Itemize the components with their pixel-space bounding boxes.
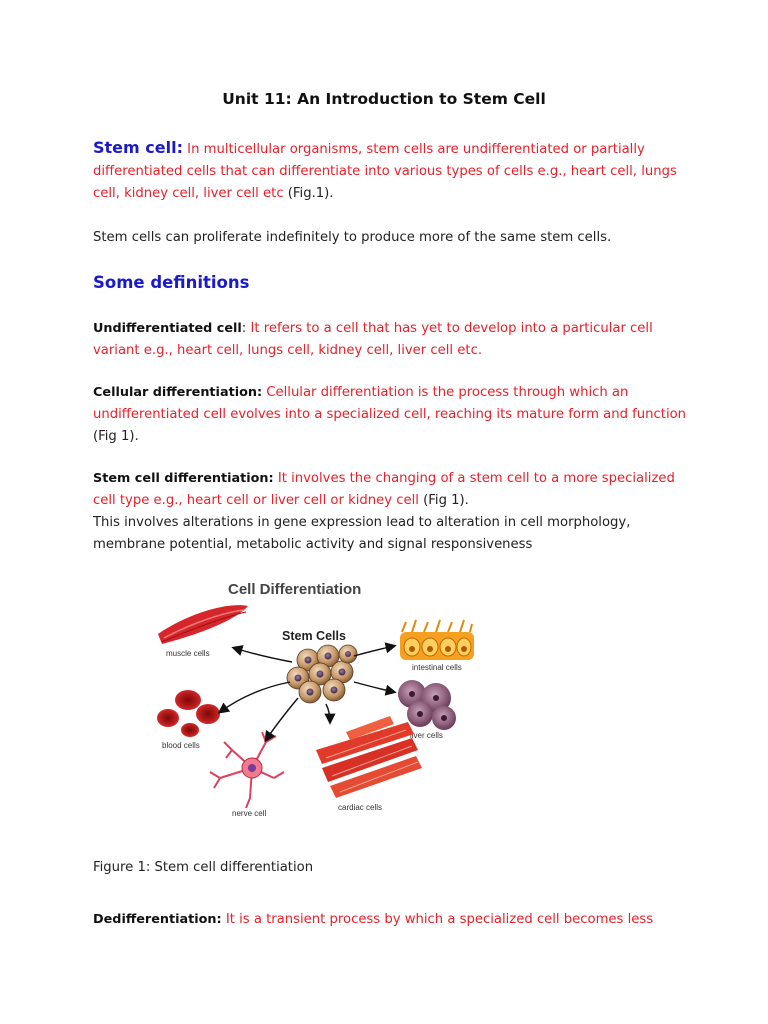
cellular-differentiation-definition bbox=[93, 382, 693, 448]
stem-cell-text: In multicellular organisms, stem cells are undifferentiated or partially differentiated cells that can differentiate into various types of cells e.g., heart cell, lungs cell, kidney cell, liver cell etc bbox=[93, 142, 677, 201]
undifferentiated-colon: : bbox=[241, 321, 247, 336]
stem-diff-term: Stem cell differentiation: bbox=[93, 471, 274, 486]
cardiac-cells-illustration bbox=[316, 716, 422, 798]
stem-cell-definition bbox=[93, 137, 693, 205]
figure-caption: Figure 1: Stem cell differentiation bbox=[93, 860, 314, 875]
dedifferentiation-definition bbox=[93, 909, 693, 931]
stem-diff-text: It involves the changing of a stem cell to a more specialized cell type e.g., heart cell or liver cell or kidney cell bbox=[93, 471, 675, 508]
blood-cells-illustration bbox=[157, 690, 220, 737]
muscle-cells-illustration bbox=[158, 605, 248, 644]
muscle-cells-label: muscle cells bbox=[166, 649, 210, 658]
stem-cells-cluster bbox=[287, 645, 357, 703]
stem-diff-extra: This involves alterations in gene expression lead to alteration in cell morphology, membrane potential, metabolic activity and signal responsiveness bbox=[93, 515, 631, 552]
dediff-text: It is a transient process by which a specialized cell becomes less bbox=[221, 912, 654, 927]
stem-cell-ref: (Fig.1). bbox=[283, 186, 334, 201]
definitions-heading-text: Some definitions bbox=[93, 273, 250, 292]
intestinal-cells-illustration bbox=[400, 620, 474, 660]
figure-title: Cell Differentiation bbox=[228, 581, 362, 598]
undifferentiated-text: It refers to a cell that has yet to develop into a particular cell variant e.g., heart cell, lungs cell, kidney cell, liver cell etc. bbox=[93, 321, 653, 358]
stem-cell-term: Stem cell bbox=[93, 138, 177, 157]
cellular-diff-ref: (Fig 1). bbox=[93, 429, 139, 444]
nerve-cell-illustration bbox=[210, 732, 284, 808]
stem-differentiation-definition bbox=[93, 468, 693, 556]
stem-cells-label: Stem Cells bbox=[282, 629, 346, 643]
blood-cells-label: blood cells bbox=[162, 741, 200, 750]
undifferentiated-term: Undifferentiated cell bbox=[93, 321, 242, 336]
cell-differentiation-figure bbox=[150, 572, 490, 822]
undifferentiated-definition bbox=[93, 318, 693, 362]
page-title: Unit 11: An Introduction to Stem Cell bbox=[222, 90, 546, 108]
liver-cells-label: liver cells bbox=[410, 731, 443, 740]
stem-diff-ref: (Fig 1). bbox=[418, 493, 469, 508]
cellular-diff-term: Cellular differentiation: bbox=[93, 385, 263, 400]
stem-cell-colon: : bbox=[176, 138, 183, 157]
proliferation-text: Stem cells can proliferate indefinitely to produce more of the same stem cells. bbox=[93, 230, 612, 245]
nerve-cell-label: nerve cell bbox=[232, 809, 267, 818]
cellular-diff-text: Cellular differentiation is the process through which an undifferentiated cell evolves into a specialized cell, reaching its mature form and function bbox=[93, 385, 687, 422]
intestinal-cells-label: intestinal cells bbox=[412, 663, 462, 672]
cardiac-cells-label: cardiac cells bbox=[338, 803, 383, 812]
dediff-term: Dedifferentiation: bbox=[93, 912, 222, 927]
definitions-heading bbox=[93, 272, 693, 296]
